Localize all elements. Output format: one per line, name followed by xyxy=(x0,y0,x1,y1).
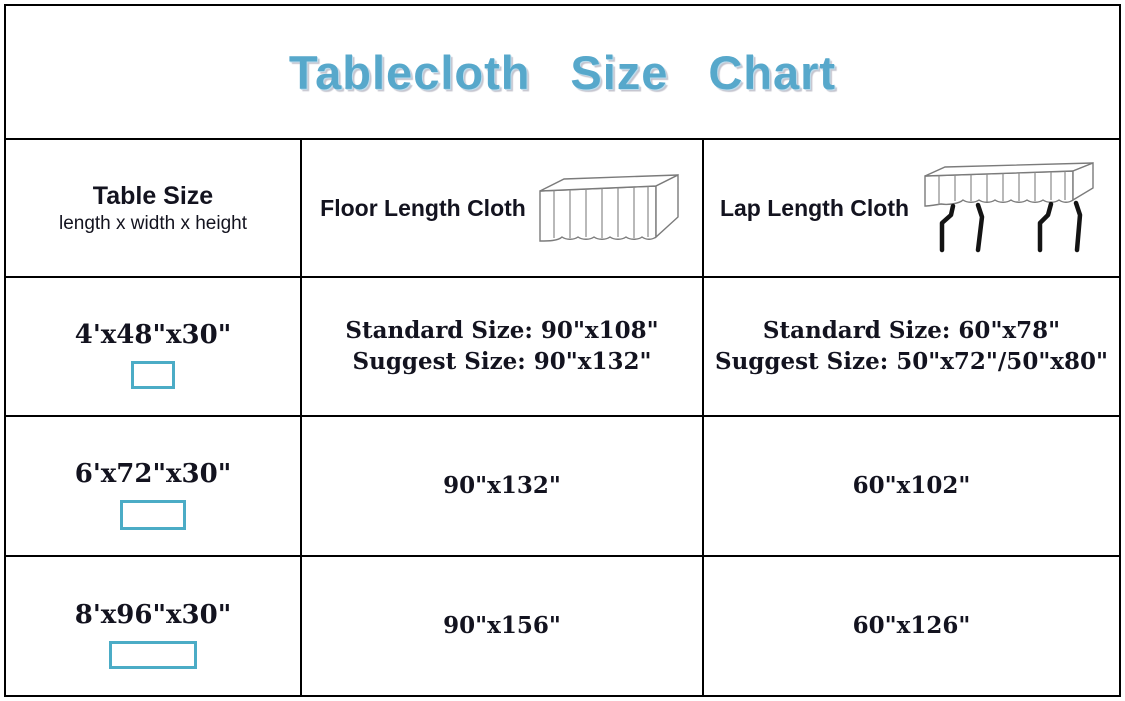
lap-length-table-icon xyxy=(917,160,1103,256)
table-footprint-icon xyxy=(131,361,175,389)
row-2-lap-cell xyxy=(704,417,1119,557)
row-2-table-size-cell xyxy=(6,417,302,557)
row-1-floor-suggest: Suggest Size: 90"x132" xyxy=(352,347,652,375)
table-size-subtitle: length x width x height xyxy=(58,212,247,234)
row-3-lap-size: 60"x126" xyxy=(852,611,971,639)
header-table-size xyxy=(6,140,302,278)
row-2-table-size: 6'x72"x30" xyxy=(74,458,232,489)
row-1-lap-suggest: Suggest Size: 50"x72"/50"x80" xyxy=(714,347,1109,375)
row-3-table-size: 8'x96"x30" xyxy=(74,599,232,630)
row-3-table-size-cell xyxy=(6,557,302,695)
row-3-floor-size: 90"x156" xyxy=(443,611,561,639)
table-size-heading: Table Size xyxy=(92,181,214,210)
title-row xyxy=(6,6,1119,140)
row-2-floor-cell xyxy=(302,417,704,557)
row-2-floor-size: 90"x132" xyxy=(443,471,561,499)
page-title: Tablecloth Size Chart xyxy=(288,45,837,99)
row-1-lap-cell xyxy=(704,278,1119,417)
row-1-lap-standard: Standard Size: 60"x78" xyxy=(762,317,1061,345)
table-footprint-icon xyxy=(120,500,186,530)
floor-length-table-icon xyxy=(534,171,684,245)
row-3-floor-cell xyxy=(302,557,704,695)
lap-length-label: Lap Length Cloth xyxy=(719,194,910,221)
row-1-table-size: 4'x48"x30" xyxy=(74,320,232,350)
row-1-table-size-cell xyxy=(6,278,302,417)
table-footprint-icon xyxy=(109,641,197,669)
row-3-lap-cell xyxy=(704,557,1119,695)
row-1-floor-cell xyxy=(302,278,704,417)
floor-length-label: Floor Length Cloth xyxy=(320,194,526,221)
header-floor-length xyxy=(302,140,704,278)
header-lap-length xyxy=(704,140,1119,278)
tablecloth-size-chart xyxy=(4,4,1121,697)
row-2-lap-size: 60"x102" xyxy=(852,471,971,499)
row-1-floor-standard: Standard Size: 90"x108" xyxy=(345,317,659,345)
